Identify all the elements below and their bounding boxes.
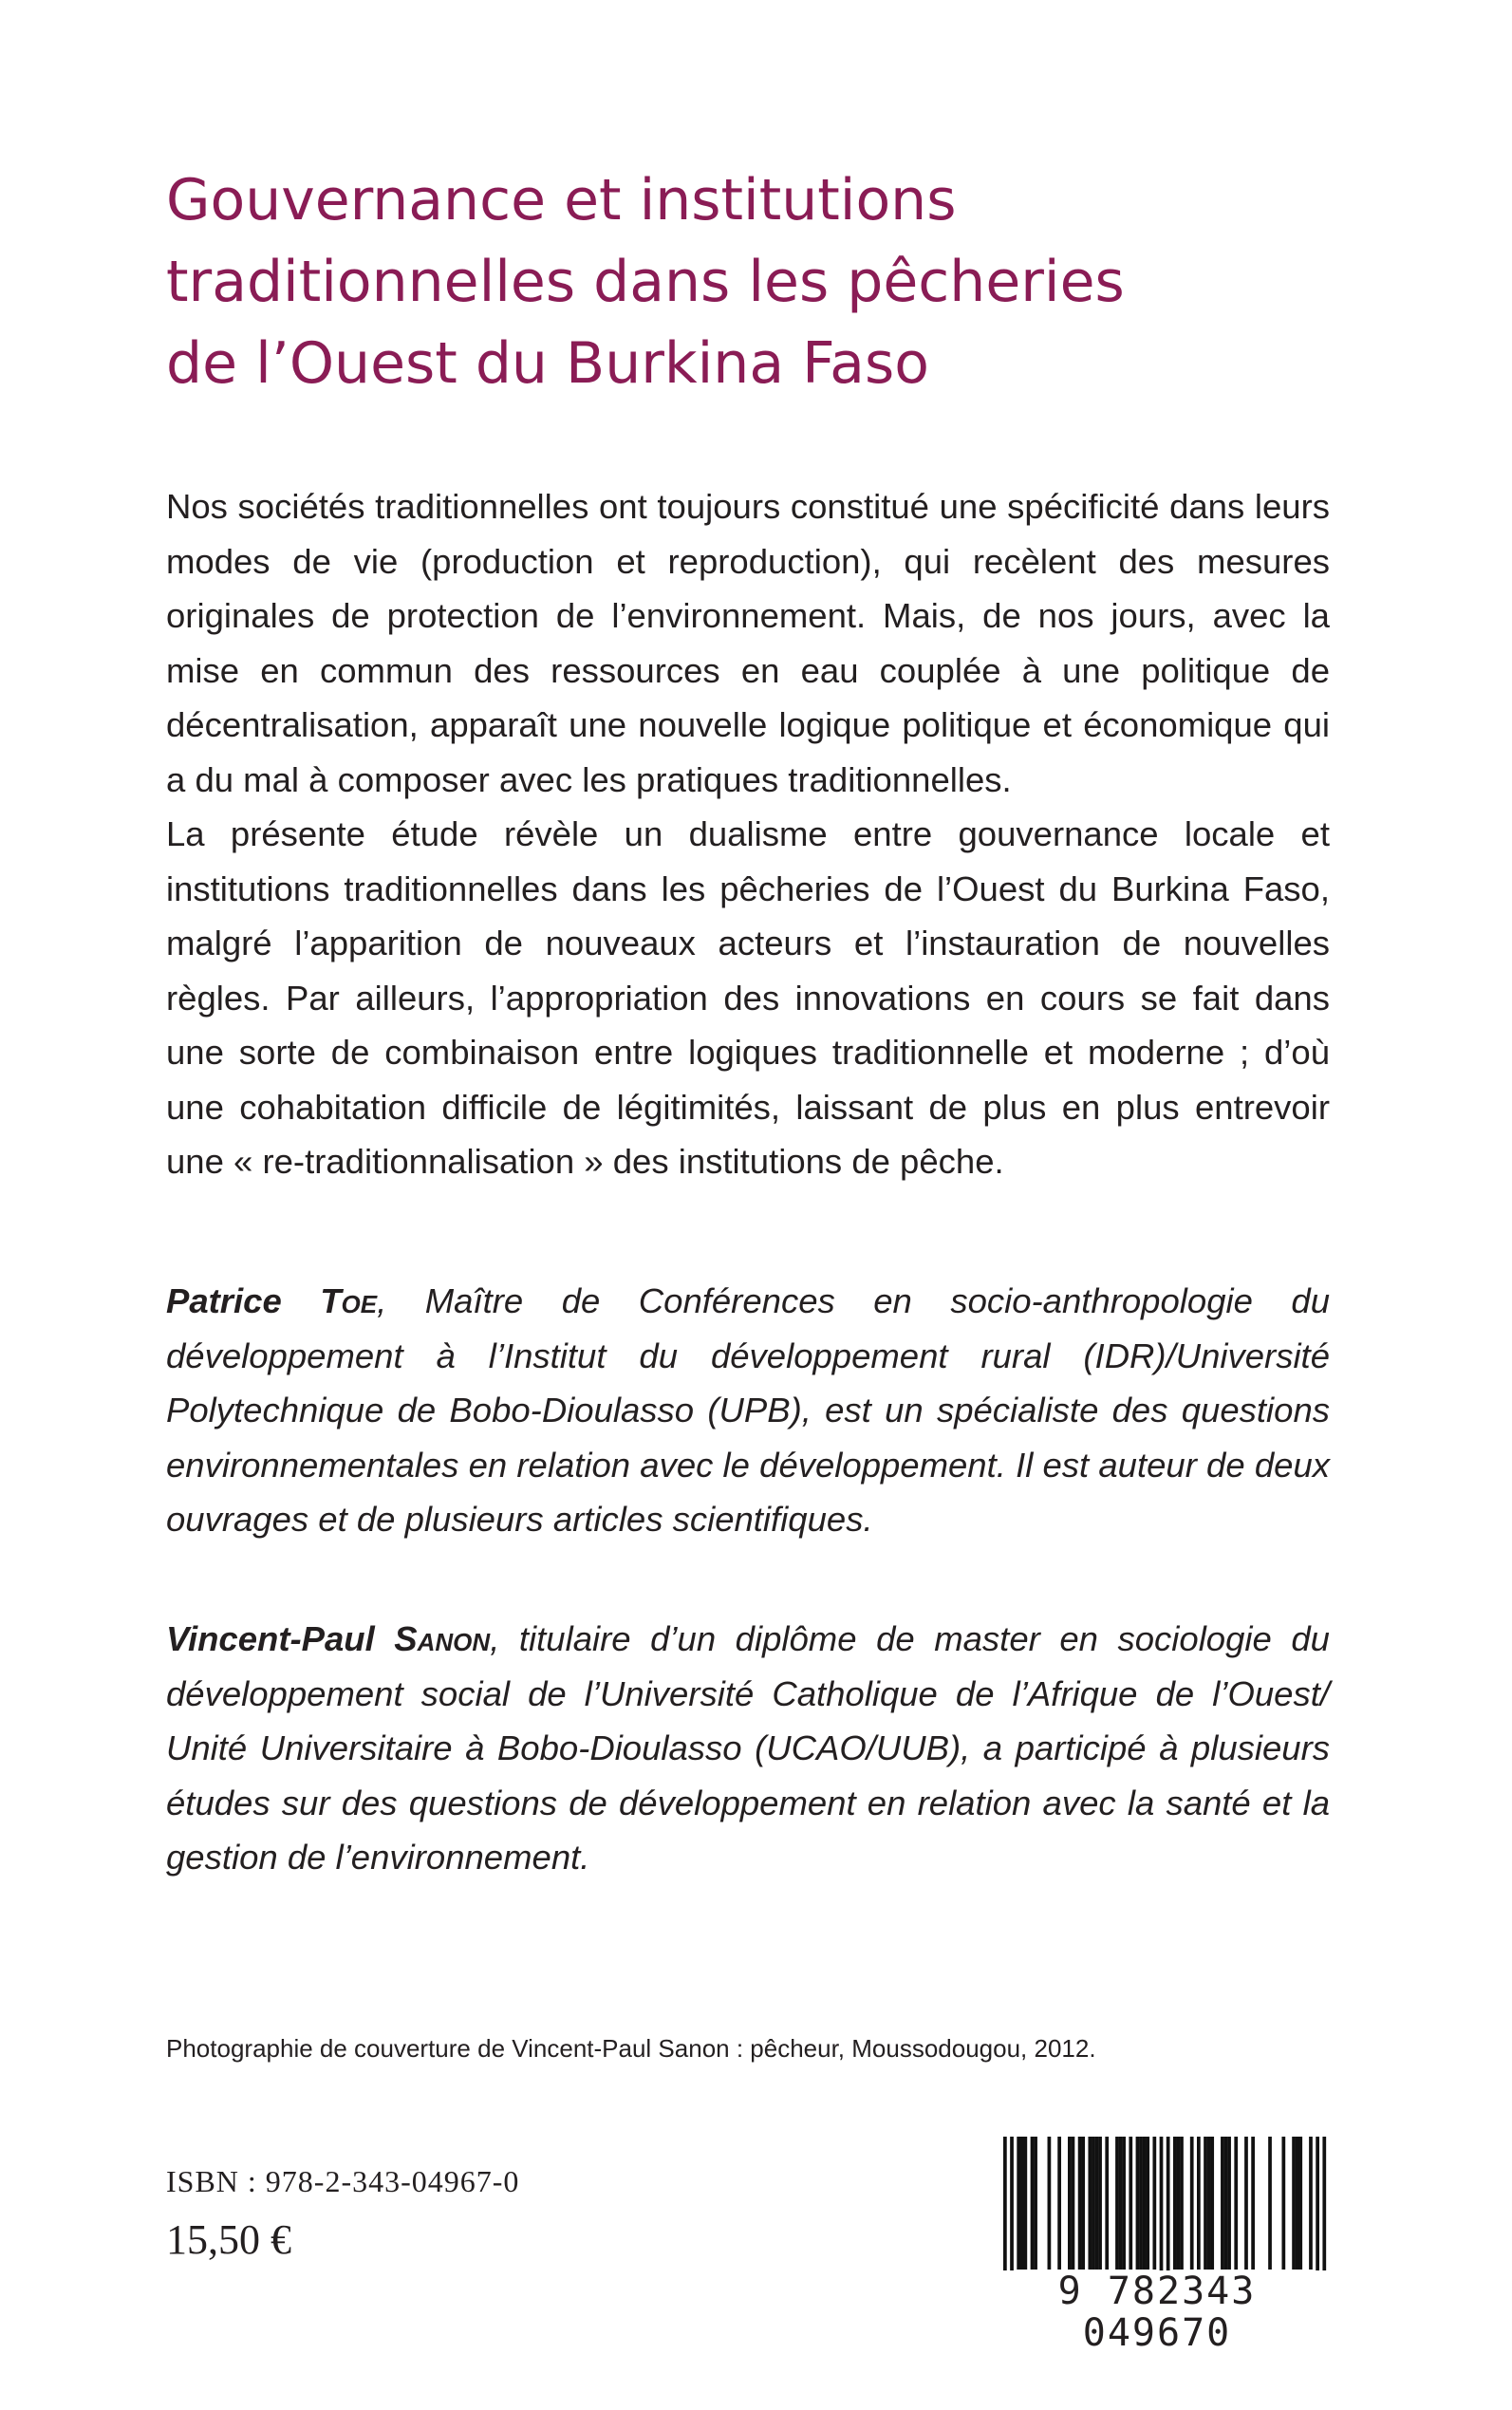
barcode-bar — [1244, 2137, 1248, 2270]
barcode-bar — [1098, 2137, 1102, 2270]
barcode-bar — [1095, 2137, 1099, 2270]
barcode-bar — [1292, 2137, 1296, 2270]
barcode-bar — [1224, 2137, 1228, 2270]
barcode-bar — [1115, 2137, 1119, 2270]
author-bio — [166, 1612, 1330, 1885]
barcode-bar — [1197, 2137, 1201, 2270]
barcode-bar — [1309, 2137, 1313, 2270]
barcode-bar — [1057, 2137, 1061, 2270]
barcode-bar — [1177, 2137, 1181, 2270]
author-first-name: Vincent-Paul — [166, 1619, 375, 1658]
barcode-bar — [1143, 2137, 1147, 2270]
author-bio-text: , titulaire d’un diplôme de master en sociologie du développement social de l’Université Catholique de l’Afrique de l’Ouest/ Unité Universitaire à Bobo-Dioulasso (UCAO/UUB), a participé à plusieurs études sur des questions de développement en relation avec la santé et la gestion de l’environnement. — [166, 1619, 1330, 1877]
barcode-bar — [1119, 2137, 1123, 2270]
barcode-bar — [1221, 2137, 1224, 2270]
barcode-bar — [1234, 2137, 1238, 2270]
author-bio — [166, 1274, 1330, 1547]
barcode-bar — [1092, 2137, 1095, 2270]
barcode-bar — [1210, 2137, 1214, 2270]
barcode-bar — [1105, 2137, 1109, 2270]
barcode-bar — [1031, 2137, 1035, 2270]
title-line: traditionnelles dans les pêcheries — [166, 249, 1125, 315]
summary-paragraph: Nos sociétés traditionnelles ont toujours constitué une spécificité dans leurs modes de vie (production et reproduction), qui recèlent des mesures originales de protection de l’environnement. Mais, de nos jours, avec la mise en commun des ressources en eau couplée à une politique de décentralisation, apparaît une nouvelle logique politique et économique qui a du mal à composer avec les pratiques traditionnelles. — [166, 487, 1330, 799]
barcode-bar — [1190, 2137, 1194, 2270]
barcode-bar — [1207, 2137, 1211, 2270]
barcode-bar — [1078, 2137, 1082, 2270]
barcode-bar — [1251, 2137, 1255, 2270]
barcode-bar — [1173, 2137, 1177, 2270]
barcode-bar — [1204, 2137, 1207, 2270]
barcode-bar — [1034, 2137, 1037, 2270]
barcode-bar — [1298, 2137, 1302, 2270]
barcode-bar — [1129, 2137, 1132, 2270]
author-last-name: Toe — [320, 1281, 378, 1320]
author-first-name: Patrice — [166, 1281, 282, 1320]
barcode-bar — [1088, 2137, 1092, 2270]
barcode-bar — [1146, 2137, 1149, 2270]
barcode-bar — [1048, 2137, 1052, 2270]
book-summary — [166, 479, 1330, 1189]
barcode-bar — [1136, 2137, 1140, 2270]
summary-paragraph: La présente étude révèle un dualisme entre gouvernance locale et institutions traditionnelles dans les pêcheries de l’Ouest du Burkina Faso, malgré l’apparition de nouveaux acteurs et l’instauration de nouvelles règles. Par ailleurs, l’appropriation des innovations en cours se fait dans une sorte de combinaison entre logiques traditionnelle et moderne ; d’où une cohabitation difficile de légitimités, laissant de plus en plus entrevoir une « re-traditionnalisation » des institutions de pêche. — [166, 814, 1330, 1181]
title-line: Gouvernance et institutions — [166, 167, 957, 234]
barcode-bar — [1068, 2137, 1072, 2270]
title-line: de l’Ouest du Burkina Faso — [166, 330, 929, 397]
barcode-bar — [1180, 2137, 1184, 2270]
barcode-bar — [1023, 2137, 1027, 2270]
isbn: ISBN : 978-2-343-04967-0 — [166, 2164, 520, 2198]
barcode-bar — [1268, 2137, 1272, 2270]
price: 15,50 € — [166, 2216, 291, 2263]
barcode-bar — [1281, 2137, 1285, 2270]
barcode-bar — [1081, 2137, 1085, 2270]
book-title — [166, 159, 1353, 404]
barcode-digits: 9 782343 049670 — [980, 2270, 1334, 2354]
barcode-bar — [1227, 2137, 1231, 2270]
barcode-bar — [1017, 2137, 1020, 2270]
barcode-bar — [1139, 2137, 1143, 2270]
author-last-name: Sanon — [394, 1619, 491, 1658]
photo-credit: Photographie de couverture de Vincent-Paul Sanon : pêcheur, Moussodougou, 2012. — [166, 2034, 1096, 2063]
barcode-bar — [1122, 2137, 1126, 2270]
barcode-bar — [1296, 2137, 1299, 2270]
barcode-bar — [1072, 2137, 1075, 2270]
barcode-bar — [1152, 2137, 1156, 2270]
barcode-bar — [1020, 2137, 1024, 2270]
author-bio-text: , Maître de Conférences en socio-anthropologie du développement à l’Institut du développement rural (IDR)/Université Polytechnique de Bobo-Dioulasso (UPB), est un spécialiste des questions environnementales en relation avec le développement. Il est auteur de deux ouvrages et de plusieurs articles scientifiques. — [166, 1281, 1330, 1539]
